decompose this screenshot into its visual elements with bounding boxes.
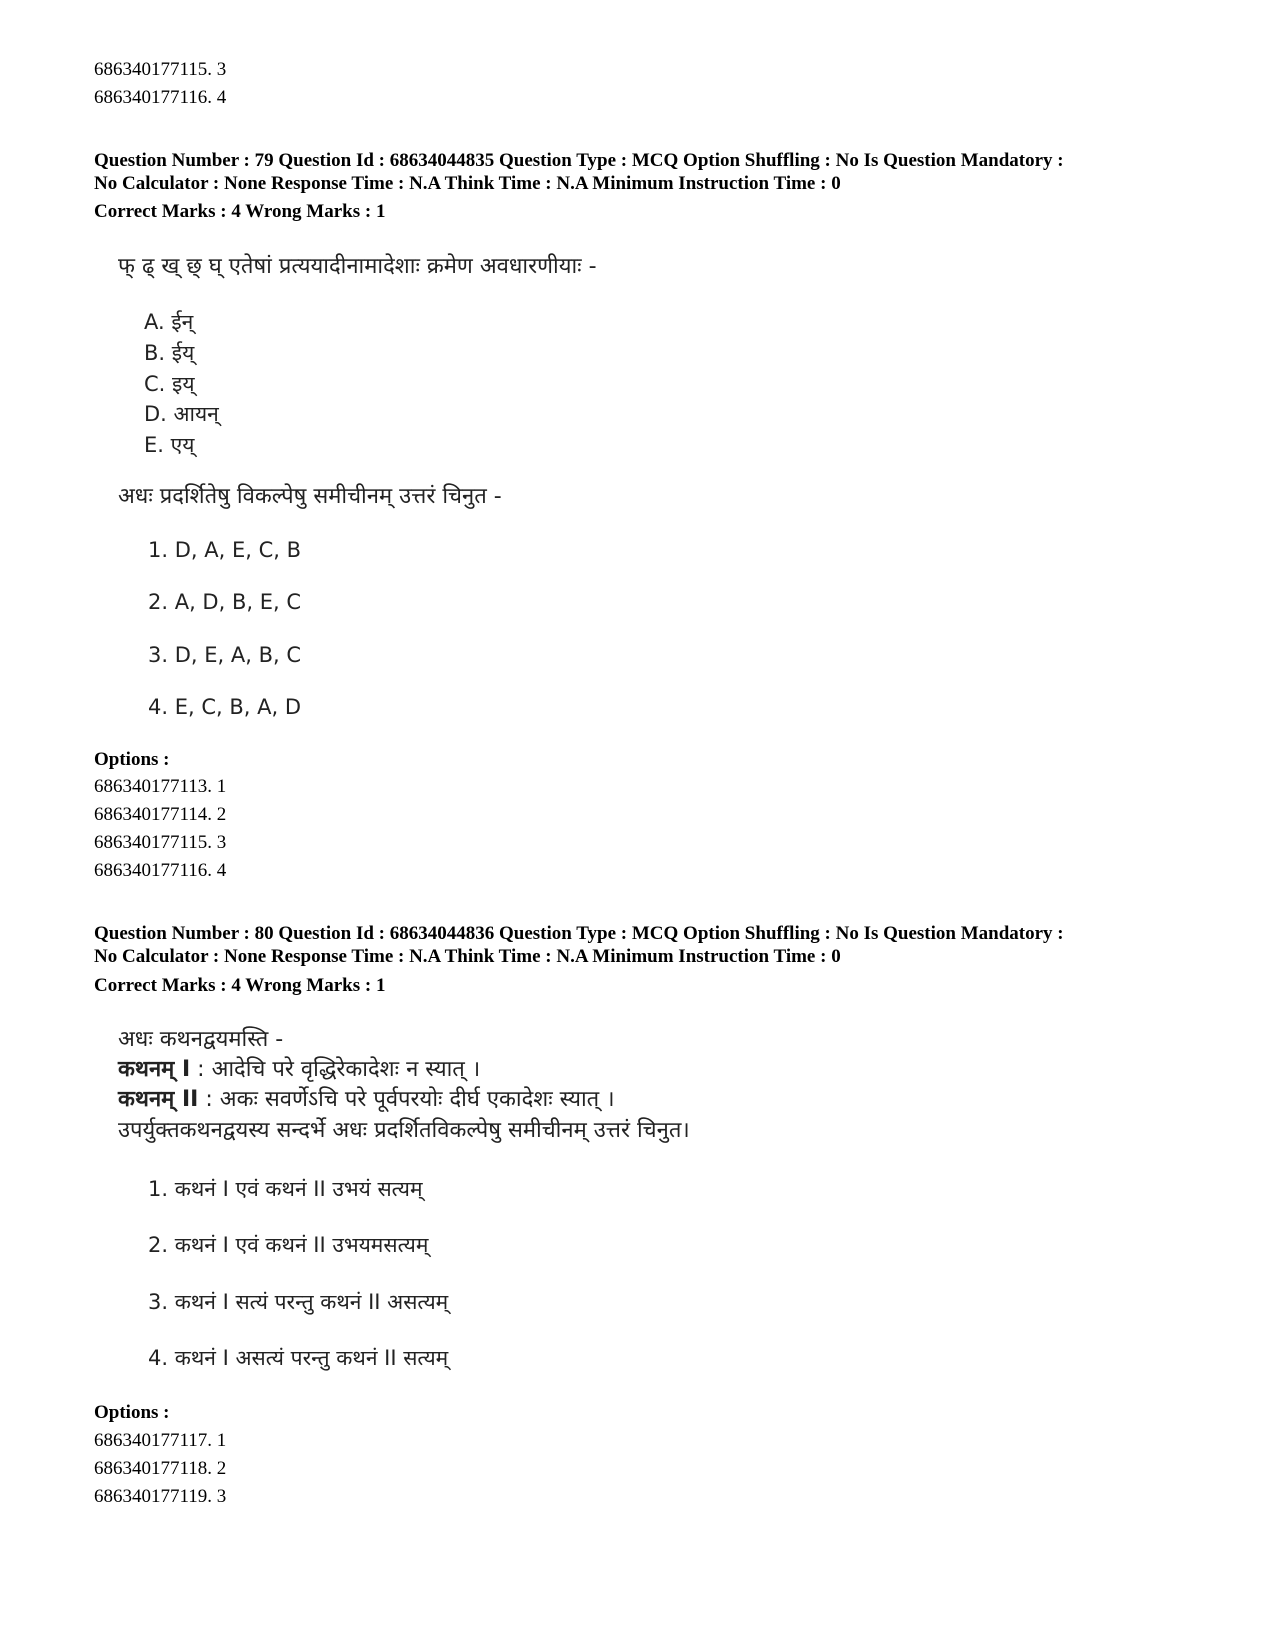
q80-option: 686340177119. 3 [94,1486,227,1507]
q79-marks: Correct Marks : 4 Wrong Marks : 1 [94,201,386,222]
q80-statement-1-text: : आदेचि परे वृद्धिरेकादेशः न स्यात् । [190,1057,481,1082]
q79-item: B. ईय् [144,341,195,365]
q80-intro: अधः कथनद्वयमस्ति - [118,1027,284,1052]
q80-statement-2-label: कथनम् II [118,1087,199,1112]
q79-choice: 1. D, A, E, C, B [148,538,301,562]
q79-option: 686340177114. 2 [94,804,227,825]
q79-choice: 4. E, C, B, A, D [148,695,301,719]
q80-choice: 1. कथनं I एवं कथनं II उभयं सत्यम् [148,1177,423,1201]
q80-choice: 4. कथनं I असत्यं परन्तु कथनं II सत्यम् [148,1346,449,1370]
q80-choice: 2. कथनं I एवं कथनं II उभयमसत्यम् [148,1233,429,1257]
q79-header-line2: No Calculator : None Response Time : N.A Think Time : N.A Minimum Instruction Time : 0 [94,173,841,194]
q80-statement-2 [118,1085,615,1115]
q80-header-line2: No Calculator : None Response Time : N.A Think Time : N.A Minimum Instruction Time : 0 [94,946,841,967]
prev-option: 686340177115. 3 [94,59,227,80]
q80-option: 686340177117. 1 [94,1430,227,1451]
q79-option: 686340177113. 1 [94,776,227,797]
q80-marks: Correct Marks : 4 Wrong Marks : 1 [94,975,386,996]
q79-header-line1: Question Number : 79 Question Id : 68634044835 Question Type : MCQ Option Shuffling : No Is Question Mandatory : [94,150,1064,171]
q79-options-label: Options : [94,749,170,770]
q79-choice: 3. D, E, A, B, C [148,643,301,667]
q80-option: 686340177118. 2 [94,1458,227,1479]
q80-header-line1: Question Number : 80 Question Id : 68634044836 Question Type : MCQ Option Shuffling : No Is Question Mandatory : [94,923,1064,944]
q79-item: C. इय् [144,372,195,396]
q79-stem: फ् ढ् ख् छ् घ् एतेषां प्रत्ययादीनामादेशाः क्रमेण अवधारणीयाः - [118,254,597,279]
prev-option: 686340177116. 4 [94,87,227,108]
q79-option: 686340177116. 4 [94,860,227,881]
q79-item: A. ईन् [144,310,194,334]
q79-instruction: अधः प्रदर्शितेषु विकल्पेषु समीचीनम् उत्तरं चिनुत - [118,484,502,509]
q79-item: D. आयन् [144,402,219,426]
q79-choice: 2. A, D, B, E, C [148,590,301,614]
q80-choice: 3. कथनं I सत्यं परन्तु कथनं II असत्यम् [148,1290,449,1314]
q80-statement-1-label: कथनम् I [118,1057,191,1082]
q80-statement-2-text: : अकः सवर्णेऽचि परे पूर्वपरयोः दीर्घ एकादेशः स्यात् । [198,1087,615,1112]
q80-instruction: उपर्युक्तकथनद्वयस्य सन्दर्भे अधः प्रदर्शितविकल्पेषु समीचीनम् उत्तरं चिनुत। [118,1118,690,1143]
q80-statement-1 [118,1055,480,1085]
q80-options-label: Options : [94,1402,170,1423]
q79-item: E. एय् [144,433,195,457]
q79-option: 686340177115. 3 [94,832,227,853]
